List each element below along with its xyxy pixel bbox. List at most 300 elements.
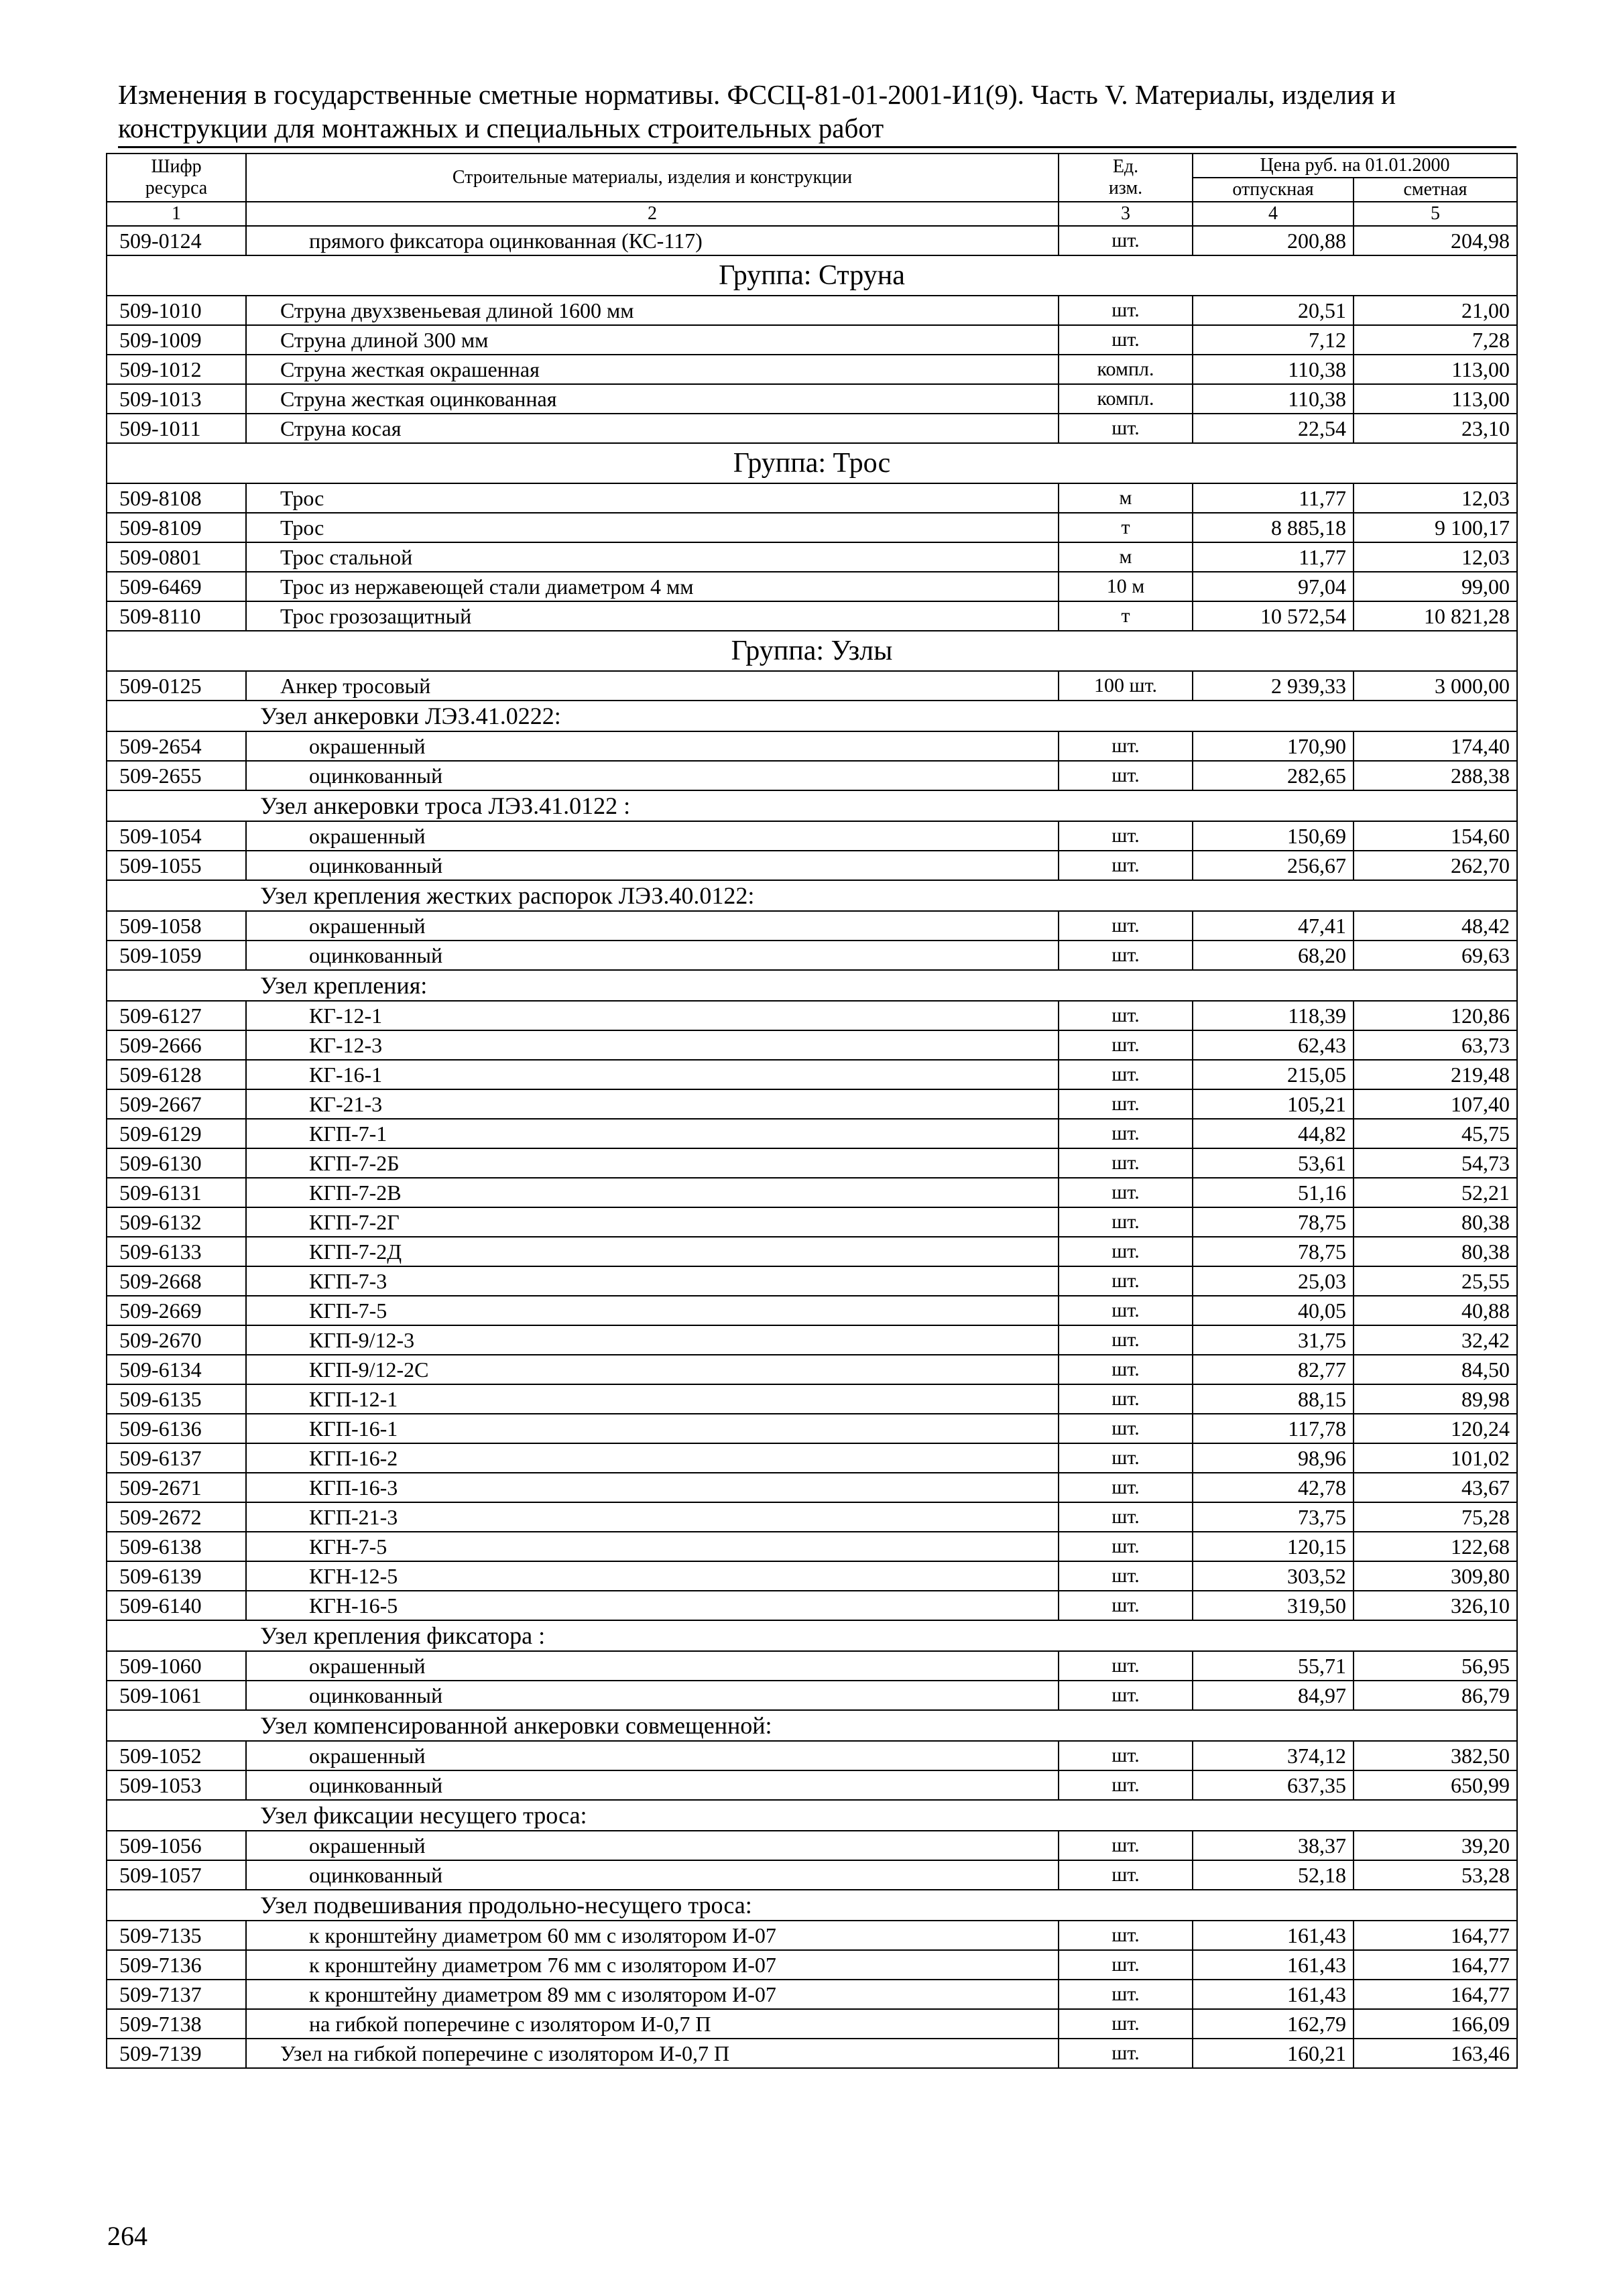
unit-cell: шт. bbox=[1059, 1741, 1193, 1770]
release-price-cell: 105,21 bbox=[1193, 1089, 1354, 1119]
estimate-price-cell: 12,03 bbox=[1354, 542, 1517, 572]
material-name-cell: Трос стальной bbox=[246, 542, 1059, 572]
subgroup-heading: Узел крепления фиксатора : bbox=[107, 1620, 1517, 1651]
resource-code-cell: 509-1059 bbox=[107, 941, 246, 970]
material-name-cell: КГ-12-3 bbox=[246, 1030, 1059, 1060]
table-row bbox=[107, 911, 1517, 941]
table-row bbox=[107, 1443, 1517, 1473]
header-line-2: конструкции для монтажных и специальных строительных работ bbox=[118, 113, 884, 143]
unit-cell: шт. bbox=[1059, 1921, 1193, 1950]
subgroup-heading-row bbox=[107, 1800, 1517, 1831]
table-row bbox=[107, 1950, 1517, 1980]
estimate-price-cell: 9 100,17 bbox=[1354, 513, 1517, 542]
table-body bbox=[107, 226, 1517, 2068]
unit-cell: шт. bbox=[1059, 1148, 1193, 1178]
release-price-cell: 303,52 bbox=[1193, 1561, 1354, 1591]
unit-cell: шт. bbox=[1059, 1355, 1193, 1384]
estimate-price-cell: 53,28 bbox=[1354, 1860, 1517, 1890]
resource-code-cell: 509-1010 bbox=[107, 296, 246, 325]
material-name-cell: КГП-16-2 bbox=[246, 1443, 1059, 1473]
estimate-price-cell: 174,40 bbox=[1354, 731, 1517, 761]
subgroup-heading-row bbox=[107, 790, 1517, 821]
table-row bbox=[107, 2009, 1517, 2039]
unit-cell: шт. bbox=[1059, 911, 1193, 941]
estimate-price-cell: 166,09 bbox=[1354, 2009, 1517, 2039]
estimate-price-cell: 52,21 bbox=[1354, 1178, 1517, 1207]
table-row bbox=[107, 1860, 1517, 1890]
resource-code-cell: 509-6134 bbox=[107, 1355, 246, 1384]
material-name-cell: оцинкованный bbox=[246, 1681, 1059, 1710]
release-price-cell: 200,88 bbox=[1193, 226, 1354, 255]
estimate-price-cell: 219,48 bbox=[1354, 1060, 1517, 1089]
document-header bbox=[118, 78, 1526, 148]
unit-cell: шт. bbox=[1059, 761, 1193, 790]
column-header-code bbox=[107, 154, 246, 202]
estimate-price-cell: 80,38 bbox=[1354, 1207, 1517, 1237]
unit-cell: шт. bbox=[1059, 414, 1193, 443]
table-row bbox=[107, 1030, 1517, 1060]
resource-code-cell: 509-1056 bbox=[107, 1831, 246, 1860]
release-price-cell: 120,15 bbox=[1193, 1532, 1354, 1561]
material-name-cell: оцинкованный bbox=[246, 761, 1059, 790]
resource-code-cell: 509-1061 bbox=[107, 1681, 246, 1710]
material-name-cell: к кронштейну диаметром 60 мм с изолятором И-07 bbox=[246, 1921, 1059, 1950]
column-header-unit bbox=[1059, 154, 1193, 202]
unit-cell: шт. bbox=[1059, 1266, 1193, 1296]
table-row bbox=[107, 1296, 1517, 1325]
estimate-price-cell: 54,73 bbox=[1354, 1148, 1517, 1178]
material-name-cell: окрашенный bbox=[246, 1651, 1059, 1681]
table-row bbox=[107, 483, 1517, 513]
unit-cell: шт. bbox=[1059, 296, 1193, 325]
estimate-price-cell: 40,88 bbox=[1354, 1296, 1517, 1325]
material-name-cell: КГ-12-1 bbox=[246, 1001, 1059, 1030]
material-name-cell: окрашенный bbox=[246, 1741, 1059, 1770]
estimate-price-cell: 163,46 bbox=[1354, 2039, 1517, 2068]
estimate-price-cell: 56,95 bbox=[1354, 1651, 1517, 1681]
table-row bbox=[107, 1473, 1517, 1502]
unit-cell: шт. bbox=[1059, 1030, 1193, 1060]
estimate-price-cell: 80,38 bbox=[1354, 1237, 1517, 1266]
estimate-price-cell: 113,00 bbox=[1354, 355, 1517, 384]
subgroup-heading-row bbox=[107, 701, 1517, 731]
release-price-cell: 161,43 bbox=[1193, 1950, 1354, 1980]
resource-code-cell: 509-2668 bbox=[107, 1266, 246, 1296]
material-name-cell: Струна косая bbox=[246, 414, 1059, 443]
table-row bbox=[107, 1681, 1517, 1710]
estimate-price-cell: 23,10 bbox=[1354, 414, 1517, 443]
table-row bbox=[107, 1266, 1517, 1296]
release-price-cell: 25,03 bbox=[1193, 1266, 1354, 1296]
column-header-unit-line-1: Ед. bbox=[1112, 156, 1139, 177]
table-row bbox=[107, 941, 1517, 970]
column-number-4: 4 bbox=[1193, 202, 1354, 226]
resource-code-cell: 509-6133 bbox=[107, 1237, 246, 1266]
material-name-cell: КГН-7-5 bbox=[246, 1532, 1059, 1561]
subgroup-heading: Узел подвешивания продольно-несущего троса: bbox=[107, 1890, 1517, 1921]
column-header-unit-line-2: изм. bbox=[1108, 178, 1143, 198]
material-name-cell: Струна длиной 300 мм bbox=[246, 325, 1059, 355]
estimate-price-cell: 101,02 bbox=[1354, 1443, 1517, 1473]
unit-cell: шт. bbox=[1059, 821, 1193, 851]
release-price-cell: 53,61 bbox=[1193, 1148, 1354, 1178]
release-price-cell: 78,75 bbox=[1193, 1207, 1354, 1237]
table-row bbox=[107, 1831, 1517, 1860]
estimate-price-cell: 107,40 bbox=[1354, 1089, 1517, 1119]
release-price-cell: 68,20 bbox=[1193, 941, 1354, 970]
column-header-price: Цена руб. на 01.01.2000 bbox=[1193, 154, 1517, 178]
material-name-cell: КГ-16-1 bbox=[246, 1060, 1059, 1089]
resource-code-cell: 509-6469 bbox=[107, 572, 246, 601]
material-name-cell: окрашенный bbox=[246, 911, 1059, 941]
table-row bbox=[107, 1384, 1517, 1414]
table-row bbox=[107, 226, 1517, 255]
resource-code-cell: 509-2671 bbox=[107, 1473, 246, 1502]
table-row bbox=[107, 1325, 1517, 1355]
unit-cell: шт. bbox=[1059, 1207, 1193, 1237]
table-row bbox=[107, 821, 1517, 851]
column-number-3: 3 bbox=[1059, 202, 1193, 226]
unit-cell: шт. bbox=[1059, 1770, 1193, 1800]
resource-code-cell: 509-6140 bbox=[107, 1591, 246, 1620]
unit-cell: шт. bbox=[1059, 1296, 1193, 1325]
resource-code-cell: 509-6128 bbox=[107, 1060, 246, 1089]
table-row bbox=[107, 1178, 1517, 1207]
table-row bbox=[107, 1414, 1517, 1443]
material-name-cell: на гибкой поперечине с изолятором И-0,7 П bbox=[246, 2009, 1059, 2039]
unit-cell: шт. bbox=[1059, 1178, 1193, 1207]
unit-cell: шт. bbox=[1059, 1950, 1193, 1980]
estimate-price-cell: 43,67 bbox=[1354, 1473, 1517, 1502]
material-name-cell: Струна двухзвеньевая длиной 1600 мм bbox=[246, 296, 1059, 325]
material-name-cell: КГП-16-1 bbox=[246, 1414, 1059, 1443]
resource-code-cell: 509-0124 bbox=[107, 226, 246, 255]
material-name-cell: Узел на гибкой поперечине с изолятором И-0,7 П bbox=[246, 2039, 1059, 2068]
material-name-cell: Трос грозозащитный bbox=[246, 601, 1059, 631]
estimate-price-cell: 3 000,00 bbox=[1354, 671, 1517, 701]
release-price-cell: 8 885,18 bbox=[1193, 513, 1354, 542]
release-price-cell: 161,43 bbox=[1193, 1921, 1354, 1950]
table-row bbox=[107, 1089, 1517, 1119]
release-price-cell: 161,43 bbox=[1193, 1980, 1354, 2009]
release-price-cell: 42,78 bbox=[1193, 1473, 1354, 1502]
table-row bbox=[107, 1980, 1517, 2009]
table-row bbox=[107, 1591, 1517, 1620]
table-row bbox=[107, 731, 1517, 761]
unit-cell: шт. bbox=[1059, 1651, 1193, 1681]
unit-cell: шт. bbox=[1059, 1119, 1193, 1148]
unit-cell: т bbox=[1059, 601, 1193, 631]
subgroup-heading: Узел анкеровки ЛЭЗ.41.0222: bbox=[107, 701, 1517, 731]
material-name-cell: оцинкованный bbox=[246, 851, 1059, 880]
unit-cell: шт. bbox=[1059, 325, 1193, 355]
estimate-price-cell: 120,24 bbox=[1354, 1414, 1517, 1443]
unit-cell: т bbox=[1059, 513, 1193, 542]
table-row bbox=[107, 1770, 1517, 1800]
subgroup-heading: Узел компенсированной анкеровки совмещенной: bbox=[107, 1710, 1517, 1741]
material-name-cell: прямого фиксатора оцинкованная (КС-117) bbox=[246, 226, 1059, 255]
group-heading: Группа: Узлы bbox=[107, 631, 1517, 671]
material-name-cell: КГП-9/12-3 bbox=[246, 1325, 1059, 1355]
resource-code-cell: 509-6136 bbox=[107, 1414, 246, 1443]
unit-cell: шт. bbox=[1059, 1532, 1193, 1561]
unit-cell: шт. bbox=[1059, 1681, 1193, 1710]
material-name-cell: оцинкованный bbox=[246, 1860, 1059, 1890]
estimate-price-cell: 89,98 bbox=[1354, 1384, 1517, 1414]
subgroup-heading: Узел фиксации несущего троса: bbox=[107, 1800, 1517, 1831]
unit-cell: 100 шт. bbox=[1059, 671, 1193, 701]
release-price-cell: 38,37 bbox=[1193, 1831, 1354, 1860]
material-name-cell: КГП-7-2Д bbox=[246, 1237, 1059, 1266]
estimate-price-cell: 48,42 bbox=[1354, 911, 1517, 941]
resource-code-cell: 509-6137 bbox=[107, 1443, 246, 1473]
estimate-price-cell: 84,50 bbox=[1354, 1355, 1517, 1384]
unit-cell: м bbox=[1059, 542, 1193, 572]
material-name-cell: КГП-7-2В bbox=[246, 1178, 1059, 1207]
subgroup-heading-row bbox=[107, 1710, 1517, 1741]
unit-cell: шт. bbox=[1059, 1860, 1193, 1890]
table-row bbox=[107, 325, 1517, 355]
unit-cell: шт. bbox=[1059, 1831, 1193, 1860]
material-name-cell: КГП-7-1 bbox=[246, 1119, 1059, 1148]
resource-code-cell: 509-2655 bbox=[107, 761, 246, 790]
release-price-cell: 10 572,54 bbox=[1193, 601, 1354, 631]
material-name-cell: КГП-7-2Г bbox=[246, 1207, 1059, 1237]
material-name-cell: окрашенный bbox=[246, 821, 1059, 851]
release-price-cell: 2 939,33 bbox=[1193, 671, 1354, 701]
material-name-cell: Струна жесткая окрашенная bbox=[246, 355, 1059, 384]
unit-cell: шт. bbox=[1059, 941, 1193, 970]
header-line-1: Изменения в государственные сметные нормативы. ФССЦ-81-01-2001-И1(9). Часть V. Материалы, изделия и bbox=[118, 79, 1396, 110]
release-price-cell: 11,77 bbox=[1193, 483, 1354, 513]
release-price-cell: 84,97 bbox=[1193, 1681, 1354, 1710]
estimate-price-cell: 113,00 bbox=[1354, 384, 1517, 414]
release-price-cell: 7,12 bbox=[1193, 325, 1354, 355]
table-row bbox=[107, 1651, 1517, 1681]
subgroup-heading: Узел крепления: bbox=[107, 970, 1517, 1001]
resource-code-cell: 509-7139 bbox=[107, 2039, 246, 2068]
resource-code-cell: 509-1009 bbox=[107, 325, 246, 355]
release-price-cell: 118,39 bbox=[1193, 1001, 1354, 1030]
estimate-price-cell: 25,55 bbox=[1354, 1266, 1517, 1296]
release-price-cell: 55,71 bbox=[1193, 1651, 1354, 1681]
release-price-cell: 160,21 bbox=[1193, 2039, 1354, 2068]
unit-cell: компл. bbox=[1059, 384, 1193, 414]
table-row bbox=[107, 572, 1517, 601]
resource-code-cell: 509-1057 bbox=[107, 1860, 246, 1890]
group-heading: Группа: Трос bbox=[107, 443, 1517, 483]
release-price-cell: 47,41 bbox=[1193, 911, 1354, 941]
release-price-cell: 62,43 bbox=[1193, 1030, 1354, 1060]
release-price-cell: 88,15 bbox=[1193, 1384, 1354, 1414]
table-row bbox=[107, 601, 1517, 631]
table-row bbox=[107, 1001, 1517, 1030]
unit-cell: шт. bbox=[1059, 1001, 1193, 1030]
unit-cell: шт. bbox=[1059, 226, 1193, 255]
resource-code-cell: 509-6130 bbox=[107, 1148, 246, 1178]
table-row bbox=[107, 384, 1517, 414]
subgroup-heading-row bbox=[107, 1890, 1517, 1921]
header-rule bbox=[118, 146, 1516, 148]
table-row bbox=[107, 1207, 1517, 1237]
resource-code-cell: 509-2672 bbox=[107, 1502, 246, 1532]
material-name-cell: КГП-21-3 bbox=[246, 1502, 1059, 1532]
column-number-5: 5 bbox=[1354, 202, 1517, 226]
release-price-cell: 374,12 bbox=[1193, 1741, 1354, 1770]
material-name-cell: к кронштейну диаметром 76 мм с изолятором И-07 bbox=[246, 1950, 1059, 1980]
release-price-cell: 73,75 bbox=[1193, 1502, 1354, 1532]
release-price-cell: 162,79 bbox=[1193, 2009, 1354, 2039]
column-header-name: Строительные материалы, изделия и конструкции bbox=[246, 154, 1059, 202]
material-name-cell: Трос из нержавеющей стали диаметром 4 мм bbox=[246, 572, 1059, 601]
subgroup-heading: Узел крепления жестких распорок ЛЭЗ.40.0122: bbox=[107, 880, 1517, 911]
resource-code-cell: 509-6139 bbox=[107, 1561, 246, 1591]
estimate-price-cell: 32,42 bbox=[1354, 1325, 1517, 1355]
resource-code-cell: 509-1053 bbox=[107, 1770, 246, 1800]
table-row bbox=[107, 761, 1517, 790]
subgroup-heading-row bbox=[107, 1620, 1517, 1651]
estimate-price-cell: 10 821,28 bbox=[1354, 601, 1517, 631]
resource-code-cell: 509-7136 bbox=[107, 1950, 246, 1980]
table-row bbox=[107, 1237, 1517, 1266]
estimate-price-cell: 262,70 bbox=[1354, 851, 1517, 880]
unit-cell: шт. bbox=[1059, 1443, 1193, 1473]
unit-cell: шт. bbox=[1059, 1502, 1193, 1532]
material-name-cell: КГН-16-5 bbox=[246, 1591, 1059, 1620]
release-price-cell: 98,96 bbox=[1193, 1443, 1354, 1473]
group-heading-row bbox=[107, 255, 1517, 296]
resource-code-cell: 509-6132 bbox=[107, 1207, 246, 1237]
estimate-price-cell: 326,10 bbox=[1354, 1591, 1517, 1620]
subgroup-heading-row bbox=[107, 970, 1517, 1001]
unit-cell: шт. bbox=[1059, 1237, 1193, 1266]
material-name-cell: Трос bbox=[246, 483, 1059, 513]
resource-code-cell: 509-6127 bbox=[107, 1001, 246, 1030]
column-header-code-line-1: Шифр bbox=[151, 156, 202, 177]
table-row bbox=[107, 1502, 1517, 1532]
estimate-price-cell: 288,38 bbox=[1354, 761, 1517, 790]
resource-code-cell: 509-1054 bbox=[107, 821, 246, 851]
table-row bbox=[107, 513, 1517, 542]
release-price-cell: 20,51 bbox=[1193, 296, 1354, 325]
column-header-code-line-2: ресурса bbox=[145, 178, 208, 198]
resource-code-cell: 509-8108 bbox=[107, 483, 246, 513]
material-name-cell: окрашенный bbox=[246, 731, 1059, 761]
unit-cell: м bbox=[1059, 483, 1193, 513]
table-row bbox=[107, 2039, 1517, 2068]
table-row bbox=[107, 1532, 1517, 1561]
material-name-cell: КГП-16-3 bbox=[246, 1473, 1059, 1502]
resource-code-cell: 509-0125 bbox=[107, 671, 246, 701]
estimate-price-cell: 63,73 bbox=[1354, 1030, 1517, 1060]
group-heading-row bbox=[107, 443, 1517, 483]
table-row bbox=[107, 1060, 1517, 1089]
resource-code-cell: 509-6138 bbox=[107, 1532, 246, 1561]
estimate-price-cell: 75,28 bbox=[1354, 1502, 1517, 1532]
table-row bbox=[107, 355, 1517, 384]
material-name-cell: Трос bbox=[246, 513, 1059, 542]
unit-cell: шт. bbox=[1059, 1561, 1193, 1591]
resource-code-cell: 509-2670 bbox=[107, 1325, 246, 1355]
unit-cell: 10 м bbox=[1059, 572, 1193, 601]
estimate-price-cell: 86,79 bbox=[1354, 1681, 1517, 1710]
table-row bbox=[107, 671, 1517, 701]
resource-code-cell: 509-1013 bbox=[107, 384, 246, 414]
estimate-price-cell: 7,28 bbox=[1354, 325, 1517, 355]
unit-cell: шт. bbox=[1059, 1325, 1193, 1355]
release-price-cell: 117,78 bbox=[1193, 1414, 1354, 1443]
unit-cell: шт. bbox=[1059, 851, 1193, 880]
unit-cell: шт. bbox=[1059, 731, 1193, 761]
unit-cell: шт. bbox=[1059, 2009, 1193, 2039]
release-price-cell: 40,05 bbox=[1193, 1296, 1354, 1325]
resource-code-cell: 509-8109 bbox=[107, 513, 246, 542]
column-number-1: 1 bbox=[107, 202, 246, 226]
table-row bbox=[107, 1119, 1517, 1148]
table-row bbox=[107, 296, 1517, 325]
unit-cell: шт. bbox=[1059, 1089, 1193, 1119]
release-price-cell: 31,75 bbox=[1193, 1325, 1354, 1355]
release-price-cell: 282,65 bbox=[1193, 761, 1354, 790]
resource-code-cell: 509-1011 bbox=[107, 414, 246, 443]
resource-code-cell: 509-6135 bbox=[107, 1384, 246, 1414]
release-price-cell: 110,38 bbox=[1193, 355, 1354, 384]
resource-code-cell: 509-7135 bbox=[107, 1921, 246, 1950]
resource-code-cell: 509-7138 bbox=[107, 2009, 246, 2039]
estimate-price-cell: 45,75 bbox=[1354, 1119, 1517, 1148]
table-row bbox=[107, 414, 1517, 443]
estimate-price-cell: 164,77 bbox=[1354, 1980, 1517, 2009]
estimate-price-cell: 120,86 bbox=[1354, 1001, 1517, 1030]
release-price-cell: 22,54 bbox=[1193, 414, 1354, 443]
estimate-price-cell: 21,00 bbox=[1354, 296, 1517, 325]
release-price-cell: 11,77 bbox=[1193, 542, 1354, 572]
material-name-cell: КГН-12-5 bbox=[246, 1561, 1059, 1591]
release-price-cell: 51,16 bbox=[1193, 1178, 1354, 1207]
resource-code-cell: 509-2669 bbox=[107, 1296, 246, 1325]
release-price-cell: 319,50 bbox=[1193, 1591, 1354, 1620]
estimate-price-cell: 122,68 bbox=[1354, 1532, 1517, 1561]
release-price-cell: 44,82 bbox=[1193, 1119, 1354, 1148]
material-name-cell: КГП-7-2Б bbox=[246, 1148, 1059, 1178]
material-name-cell: оцинкованный bbox=[246, 1770, 1059, 1800]
estimate-price-cell: 39,20 bbox=[1354, 1831, 1517, 1860]
page-number: 264 bbox=[107, 2221, 147, 2251]
unit-cell: шт. bbox=[1059, 1473, 1193, 1502]
unit-cell: шт. bbox=[1059, 1591, 1193, 1620]
unit-cell: шт. bbox=[1059, 2039, 1193, 2068]
resource-code-cell: 509-6131 bbox=[107, 1178, 246, 1207]
resource-code-cell: 509-2666 bbox=[107, 1030, 246, 1060]
material-name-cell: окрашенный bbox=[246, 1831, 1059, 1860]
resource-code-cell: 509-7137 bbox=[107, 1980, 246, 2009]
unit-cell: шт. bbox=[1059, 1414, 1193, 1443]
material-name-cell: КГП-9/12-2С bbox=[246, 1355, 1059, 1384]
estimate-price-cell: 382,50 bbox=[1354, 1741, 1517, 1770]
table-row bbox=[107, 1148, 1517, 1178]
table-row bbox=[107, 1355, 1517, 1384]
release-price-cell: 97,04 bbox=[1193, 572, 1354, 601]
resource-code-cell: 509-1052 bbox=[107, 1741, 246, 1770]
unit-cell: шт. bbox=[1059, 1384, 1193, 1414]
resource-code-cell: 509-2654 bbox=[107, 731, 246, 761]
table-row bbox=[107, 1561, 1517, 1591]
material-name-cell: КГ-21-3 bbox=[246, 1089, 1059, 1119]
estimate-price-cell: 204,98 bbox=[1354, 226, 1517, 255]
resource-code-cell: 509-2667 bbox=[107, 1089, 246, 1119]
estimate-price-cell: 164,77 bbox=[1354, 1921, 1517, 1950]
column-header-estimate-price: сметная bbox=[1354, 178, 1517, 202]
